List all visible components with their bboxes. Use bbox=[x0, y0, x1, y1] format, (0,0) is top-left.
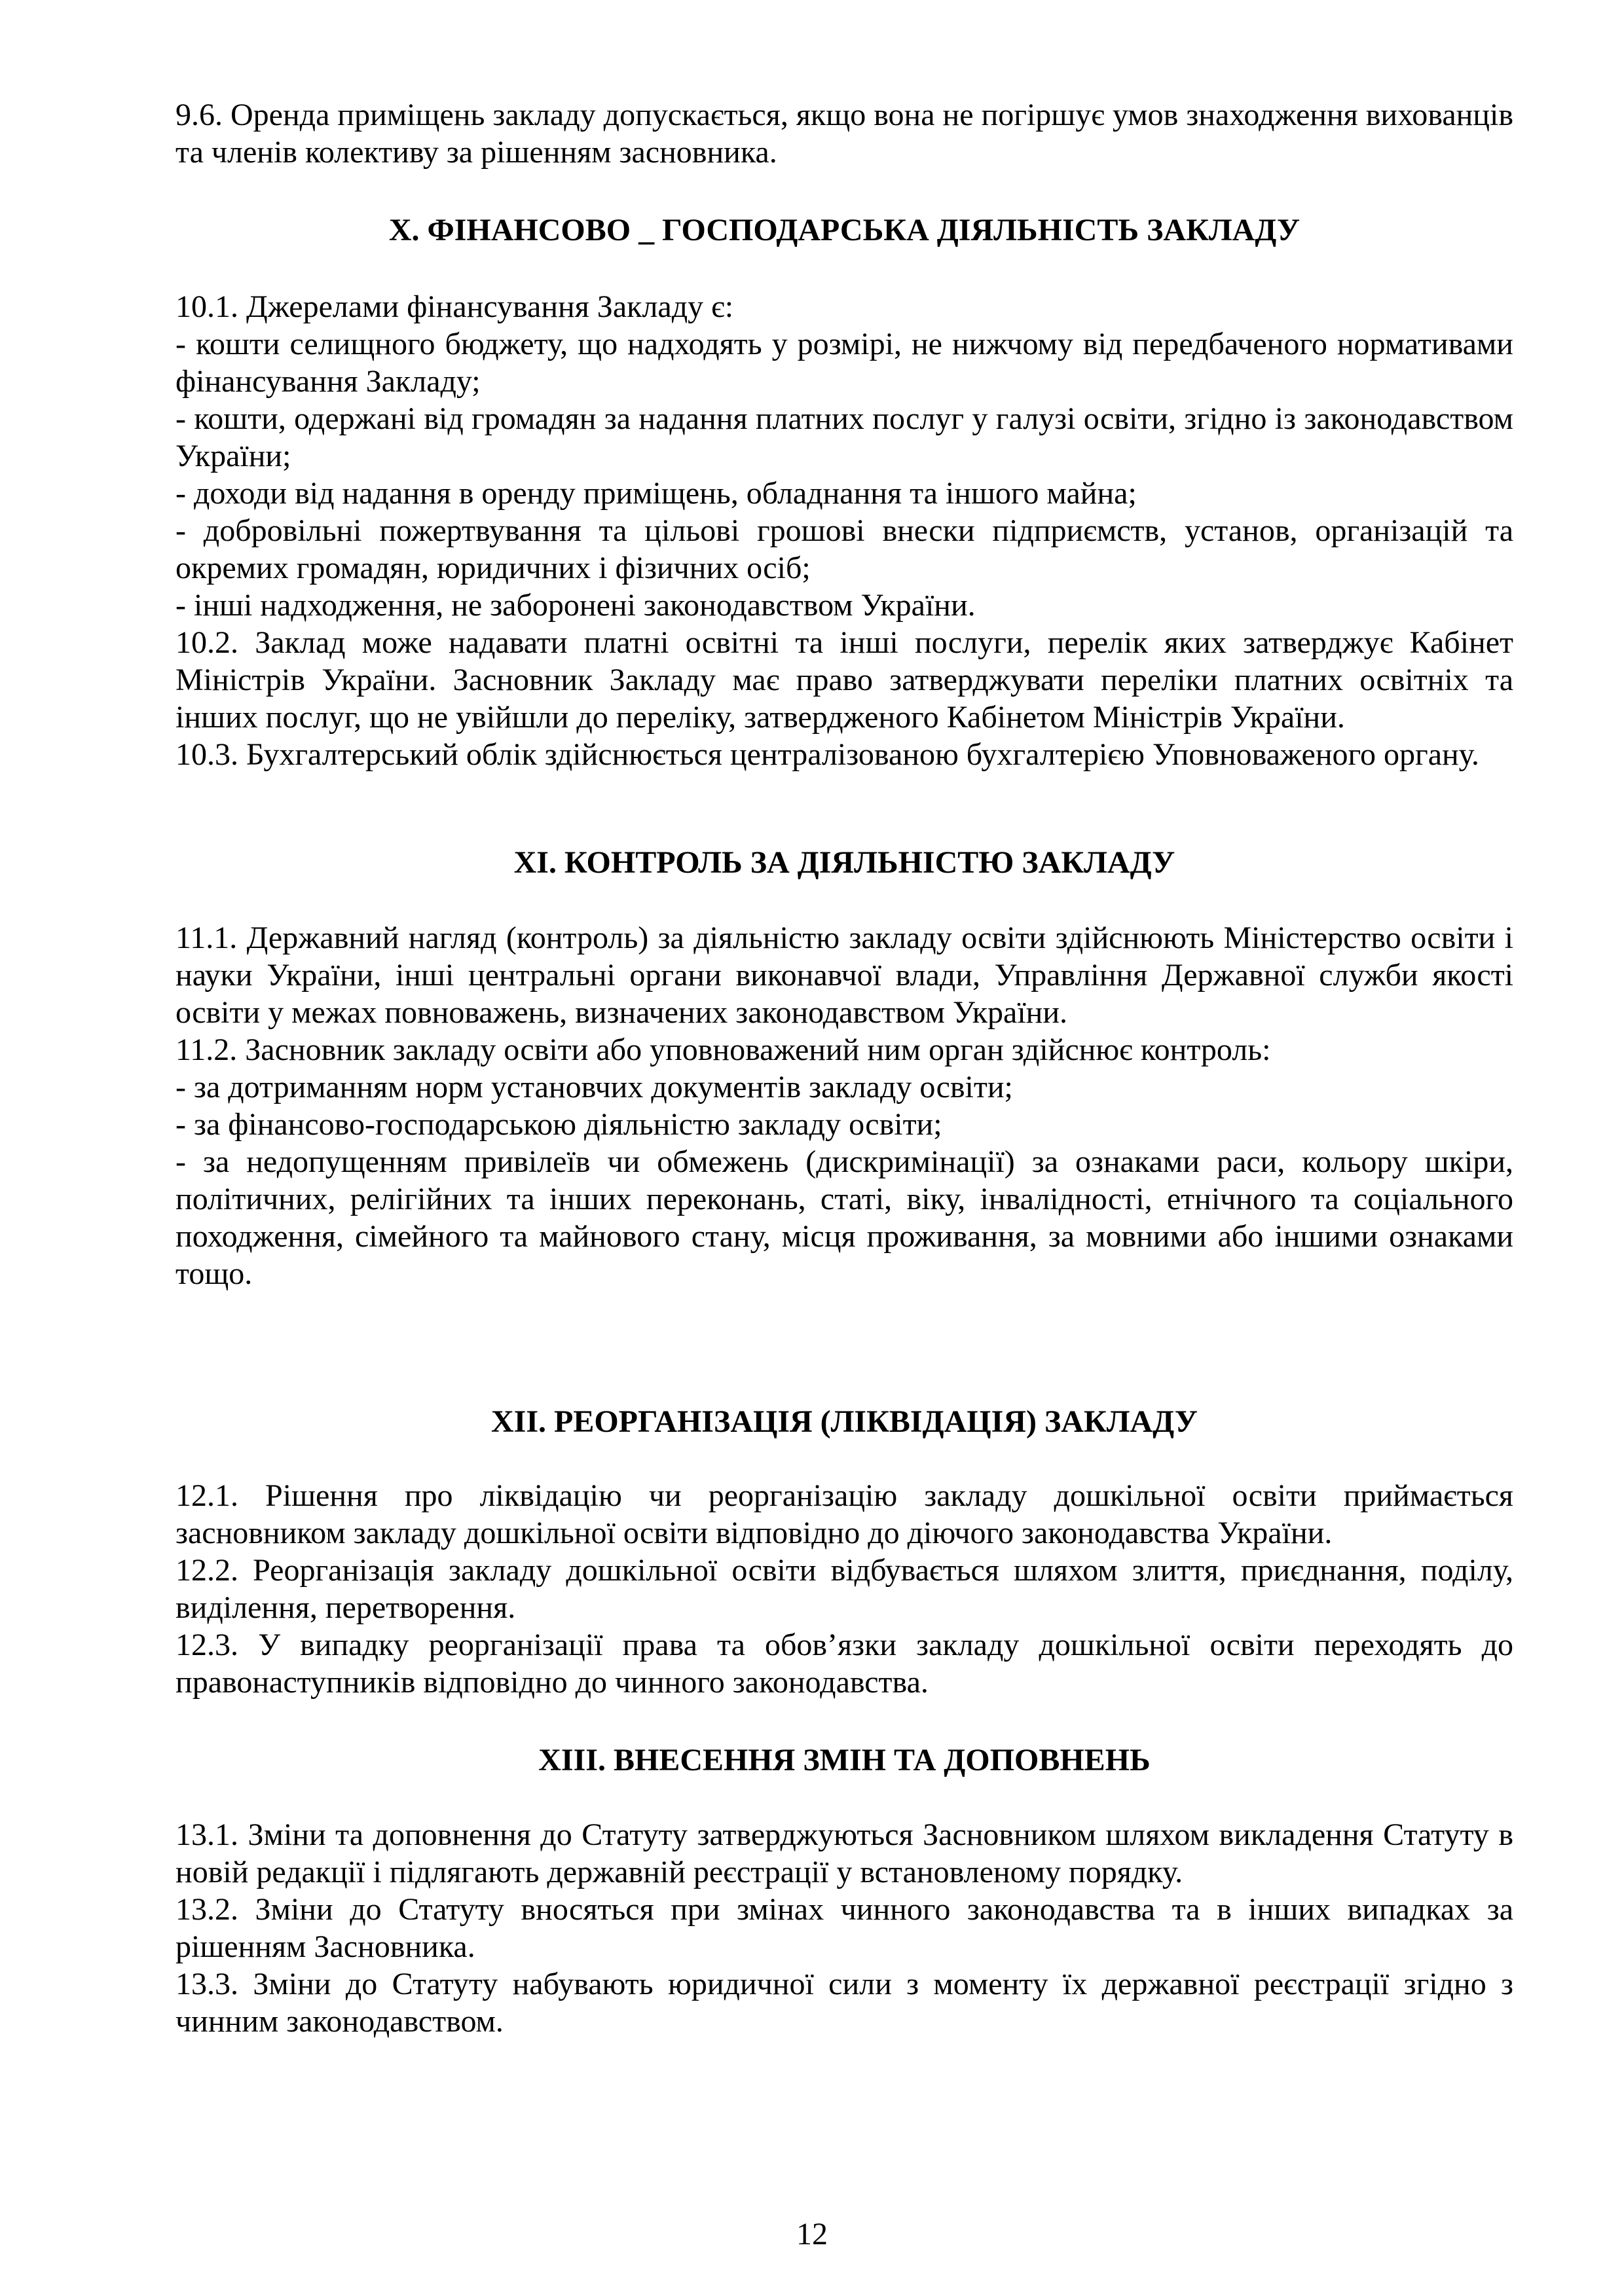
list-item: - за дотриманням норм установчих документів закладу освіти; bbox=[175, 1070, 1013, 1104]
paragraph-12-3: 12.3. У випадку реорганізації права та обов’язки закладу дошкільної освіти переходять до правонаступників відповідно до чинного законодавства. bbox=[175, 1628, 1513, 1700]
section-11-heading: ХІ. КОНТРОЛЬ ЗА ДІЯЛЬНІСТЮ ЗАКЛАДУ bbox=[513, 845, 1175, 880]
paragraph-12-1: 12.1. Рішення про ліквідацію чи реорганізацію закладу дошкільної освіти приймається засновником закладу дошкільної освіти відповідно до діючого законодавства України. bbox=[175, 1478, 1513, 1550]
section-10-body bbox=[175, 288, 1513, 773]
list-item: - інші надходження, не заборонені законодавством України. bbox=[175, 588, 976, 623]
paragraph-10-3: 10.3. Бухгалтерський облік здійснюється централізованою бухгалтерією Уповноваженого органу. bbox=[175, 737, 1479, 772]
list-item: - за недопущенням привілеїв чи обмежень (дискримінації) за ознаками раси, кольору шкіри, політичних, релігійних та інших переконань, статі, віку, інвалідності, етнічного та соціального походження, сімейного та майнового стану, місця проживання, за мовними або іншими ознаками тощо. bbox=[175, 1144, 1513, 1291]
section-12-heading: ХІІ. РЕОРГАНІЗАЦІЯ (ЛІКВІДАЦІЯ) ЗАКЛАДУ bbox=[490, 1404, 1198, 1439]
paragraph-11-2: 11.2. Засновник закладу освіти або уповноважений ним орган здійснює контроль: bbox=[175, 1032, 1271, 1067]
paragraph-13-2: 13.2. Зміни до Статуту вносяться при змінах чинного законодавства та в інших випадках за рішенням Засновника. bbox=[175, 1892, 1513, 1964]
paragraph-10-2: 10.2. Заклад може надавати платні освітні та інші послуги, перелік яких затверджує Кабінет Міністрів України. Засновник Закладу має право затверджувати переліки платних освітніх та інших послуг, що не увійшли до переліку, затвердженого Кабінетом Міністрів України. bbox=[175, 625, 1513, 735]
list-item: - за фінансово-господарською діяльністю закладу освіти; bbox=[175, 1107, 942, 1142]
list-item: - добровільні пожертвування та цільові грошові внески підприємств, установ, організацій та окремих громадян, юридичних і фізичних осіб; bbox=[175, 513, 1513, 585]
section-10-heading: Х. ФІНАНСОВО _ ГОСПОДАРСЬКА ДІЯЛЬНІСТЬ ЗАКЛАДУ bbox=[388, 213, 1301, 247]
section-9-tail bbox=[175, 96, 1513, 171]
section-13-body bbox=[175, 1816, 1513, 2040]
paragraph-12-2: 12.2. Реорганізація закладу дошкільної освіти відбувається шляхом злиття, приєднання, поділу, виділення, перетворення. bbox=[175, 1553, 1513, 1625]
list-item: - кошти селищного бюджету, що надходять у розмірі, не нижчому від передбаченого нормативами фінансування Закладу; bbox=[175, 327, 1513, 399]
section-12-body bbox=[175, 1477, 1513, 1701]
list-item: - кошти, одержані від громадян за надання платних послуг у галузі освіти, згідно із законодавством України; bbox=[175, 401, 1513, 473]
paragraph-9-6: 9.6. Оренда приміщень закладу допускається, якщо вона не погіршує умов знаходження вихованців та членів колективу за рішенням засновника. bbox=[175, 98, 1513, 170]
paragraph-11-1: 11.1. Державний нагляд (контроль) за діяльністю закладу освіти здійснюють Міністерство освіти і науки України, інші центральні органи виконавчої влади, Управління Державної служби якості освіти у межах повноважень, визначених законодавством України. bbox=[175, 920, 1513, 1030]
paragraph-10-1: 10.1. Джерелами фінансування Закладу є: bbox=[175, 289, 734, 324]
list-item: - доходи від надання в оренду приміщень, обладнання та іншого майна; bbox=[175, 476, 1137, 511]
paragraph-13-1: 13.1. Зміни та доповнення до Статуту затверджуються Засновником шляхом викладення Статуту в новій редакції і підлягають державній реєстрації у встановленому порядку. bbox=[175, 1817, 1513, 1889]
page-number: 12 bbox=[796, 2217, 828, 2251]
section-11-body bbox=[175, 919, 1513, 1292]
section-13-heading: ХІІІ. ВНЕСЕННЯ ЗМІН ТА ДОПОВНЕНЬ bbox=[538, 1743, 1151, 1777]
paragraph-13-3: 13.3. Зміни до Статуту набувають юридичної сили з моменту їх державної реєстрації згідно з чинним законодавством. bbox=[175, 1967, 1513, 2039]
